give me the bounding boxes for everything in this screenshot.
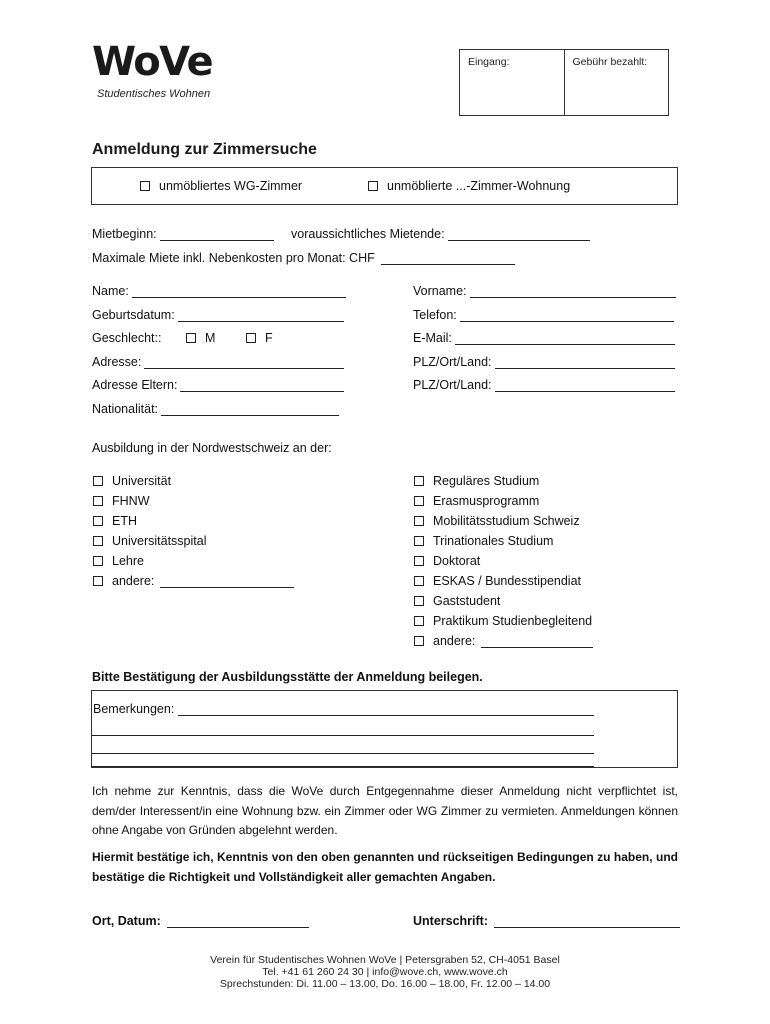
- footer-line-2: Tel. +41 61 260 24 30 | info@wove.ch, www.wove.ch: [262, 966, 508, 978]
- study-doktorat[interactable]: [414, 554, 480, 568]
- wg-zimmer-checkbox[interactable]: [140, 181, 150, 191]
- study-praktikum[interactable]: [414, 614, 592, 628]
- plz-input-2[interactable]: [495, 379, 675, 392]
- regulaer-label: Reguläres Studium: [433, 474, 540, 488]
- geschlecht-field: [92, 331, 161, 345]
- f-checkbox[interactable]: [246, 333, 256, 343]
- page-title: Anmeldung zur Zimmersuche: [92, 141, 317, 158]
- lehre-label: Lehre: [112, 554, 144, 568]
- m-label: M: [205, 331, 216, 345]
- praktikum-checkbox[interactable]: [414, 616, 424, 626]
- institution-fhnw[interactable]: [93, 494, 150, 508]
- logo: WoVe: [92, 39, 213, 85]
- doktorat-label: Doktorat: [433, 554, 481, 568]
- email-input[interactable]: [455, 332, 675, 345]
- email-field[interactable]: [413, 331, 675, 345]
- wohnung-checkbox[interactable]: [368, 181, 378, 191]
- study-gaststudent[interactable]: [414, 594, 500, 608]
- mietbeginn-field[interactable]: [92, 227, 274, 241]
- footer-line-3: Sprechstunden: Di. 11.00 – 13.00, Do. 16.00 – 18.00, Fr. 12.00 – 14.00: [219, 978, 551, 990]
- vorname-input[interactable]: [470, 285, 676, 298]
- office-use-box: [459, 49, 669, 116]
- erasmus-checkbox[interactable]: [414, 496, 424, 506]
- institution-andere[interactable]: [93, 574, 294, 588]
- signature-field[interactable]: [413, 914, 680, 928]
- mietbeginn-label: Mietbeginn:: [92, 227, 157, 241]
- study-eskas[interactable]: [414, 574, 581, 588]
- institution-eth[interactable]: [93, 514, 137, 528]
- institution-universitaet[interactable]: [93, 474, 171, 488]
- institution-andere-checkbox[interactable]: [93, 576, 103, 586]
- regulaer-checkbox[interactable]: [414, 476, 424, 486]
- vorname-field[interactable]: [413, 284, 676, 298]
- remarks-line-2[interactable]: [92, 723, 594, 736]
- footer-line-1: Verein für Studentisches Wohnen WoVe | Petersgraben 52, CH-4051 Basel: [210, 954, 560, 966]
- max-miete-label: Maximale Miete inkl. Nebenkosten pro Monat: CHF: [92, 251, 375, 265]
- room-type-wg[interactable]: [140, 179, 302, 193]
- logo-subtitle: Studentisches Wohnen: [97, 88, 211, 100]
- m-checkbox[interactable]: [186, 333, 196, 343]
- trinational-label: Trinationales Studium: [433, 534, 554, 548]
- eth-label: ETH: [112, 514, 137, 528]
- doktorat-checkbox[interactable]: [414, 556, 424, 566]
- remarks-line-3[interactable]: [92, 741, 594, 754]
- geschlecht-label: Geschlecht::: [92, 331, 162, 345]
- vorname-label: Vorname:: [413, 284, 467, 298]
- study-mobilitaet[interactable]: [414, 514, 580, 528]
- signature-input[interactable]: [494, 915, 680, 928]
- max-miete-field[interactable]: [92, 251, 515, 265]
- name-input[interactable]: [132, 285, 346, 298]
- signature-label: Unterschrift:: [413, 914, 489, 928]
- plz-input-1[interactable]: [495, 356, 675, 369]
- place-date-label: Ort, Datum:: [92, 914, 161, 928]
- mietbeginn-input[interactable]: [160, 228, 274, 241]
- institution-andere-input[interactable]: [160, 575, 294, 588]
- telefon-input[interactable]: [460, 309, 674, 322]
- remarks-label: Bemerkungen:: [93, 702, 175, 716]
- place-date-input[interactable]: [167, 915, 309, 928]
- remarks-line-1[interactable]: [178, 703, 594, 716]
- study-andere-input[interactable]: [481, 635, 593, 648]
- adresse-eltern-input[interactable]: [180, 379, 344, 392]
- remarks-line-4[interactable]: [92, 754, 594, 767]
- geburtsdatum-field[interactable]: [92, 308, 344, 322]
- universitaet-checkbox[interactable]: [93, 476, 103, 486]
- praktikum-label: Praktikum Studienbegleitend: [433, 614, 593, 628]
- study-andere-checkbox[interactable]: [414, 636, 424, 646]
- mobilitaet-label: Mobilitätsstudium Schweiz: [433, 514, 580, 528]
- geschlecht-f[interactable]: [246, 331, 273, 345]
- gaststudent-label: Gaststudent: [433, 594, 501, 608]
- mietende-label: voraussichtliches Mietende:: [291, 227, 445, 241]
- lehre-checkbox[interactable]: [93, 556, 103, 566]
- mobilitaet-checkbox[interactable]: [414, 516, 424, 526]
- geburtsdatum-input[interactable]: [178, 309, 344, 322]
- confirmation-note: Bitte Bestätigung der Ausbildungsstätte der Anmeldung beilegen.: [92, 670, 483, 684]
- mietende-input[interactable]: [448, 228, 590, 241]
- adresse-field[interactable]: [92, 355, 344, 369]
- telefon-label: Telefon:: [413, 308, 457, 322]
- geschlecht-m[interactable]: [186, 331, 215, 345]
- plz-field-1[interactable]: [413, 355, 675, 369]
- telefon-field[interactable]: [413, 308, 674, 322]
- f-label: F: [265, 331, 273, 345]
- plz-label-2: PLZ/Ort/Land:: [413, 378, 492, 392]
- institution-andere-label: andere:: [112, 574, 155, 588]
- wohnung-label: unmöblierte ...-Zimmer-Wohnung: [387, 179, 571, 193]
- plz-label-1: PLZ/Ort/Land:: [413, 355, 492, 369]
- adresse-input[interactable]: [144, 356, 344, 369]
- eskas-label: ESKAS / Bundesstipendiat: [433, 574, 582, 588]
- declaration-text: Hiermit bestätige ich, Kenntnis von den oben genannten und rückseitigen Bedingungen zu haben, und bestätige die Richtigkeit und Vollständigkeit aller gemachten Angaben.: [92, 850, 678, 884]
- education-heading: Ausbildung in der Nordwestschweiz an der:: [92, 441, 332, 455]
- universitaetsspital-checkbox[interactable]: [93, 536, 103, 546]
- institution-lehre[interactable]: [93, 554, 144, 568]
- plz-field-2[interactable]: [413, 378, 675, 392]
- gebuehr-field[interactable]: Gebühr bezahlt:: [564, 50, 669, 115]
- remarks-box[interactable]: [91, 690, 678, 768]
- universitaetsspital-label: Universitätsspital: [112, 534, 207, 548]
- universitaet-label: Universität: [112, 474, 172, 488]
- wg-zimmer-label: unmöbliertes WG-Zimmer: [159, 179, 303, 193]
- name-label: Name:: [92, 284, 129, 298]
- nationalitaet-input[interactable]: [161, 403, 339, 416]
- fhnw-checkbox[interactable]: [93, 496, 103, 506]
- name-field[interactable]: [92, 284, 346, 298]
- room-type-wohnung[interactable]: [368, 179, 570, 193]
- adresse-eltern-label: Adresse Eltern:: [92, 378, 178, 392]
- study-erasmus[interactable]: [414, 494, 539, 508]
- institution-universitaetsspital[interactable]: [93, 534, 206, 548]
- study-regulaer[interactable]: [414, 474, 539, 488]
- adresse-eltern-field[interactable]: [92, 378, 344, 392]
- place-date-field[interactable]: [92, 914, 309, 928]
- eingang-field[interactable]: Eingang:: [468, 56, 510, 68]
- trinational-checkbox[interactable]: [414, 536, 424, 546]
- gaststudent-checkbox[interactable]: [414, 596, 424, 606]
- eth-checkbox[interactable]: [93, 516, 103, 526]
- study-trinational[interactable]: [414, 534, 553, 548]
- max-miete-input[interactable]: [381, 252, 515, 265]
- fhnw-label: FHNW: [112, 494, 150, 508]
- erasmus-label: Erasmusprogramm: [433, 494, 540, 508]
- mietende-field[interactable]: [291, 227, 590, 241]
- nationalitaet-field[interactable]: [92, 402, 339, 416]
- study-andere[interactable]: [414, 634, 593, 648]
- geburtsdatum-label: Geburtsdatum:: [92, 308, 175, 322]
- study-andere-label: andere:: [433, 634, 476, 648]
- nationalitaet-label: Nationalität:: [92, 402, 159, 416]
- notice-text: Ich nehme zur Kenntnis, dass die WoVe durch Entgegennahme dieser Anmeldung nicht verpflichtet ist, dem/der Interessent/in eine Wohnung bzw. ein Zimmer oder WG Zimmer zu vermieten. Anmeldungen können ohne Angabe von Gründen abgelehnt werden.: [92, 784, 678, 837]
- eskas-checkbox[interactable]: [414, 576, 424, 586]
- adresse-label: Adresse:: [92, 355, 142, 369]
- email-label: E-Mail:: [413, 331, 452, 345]
